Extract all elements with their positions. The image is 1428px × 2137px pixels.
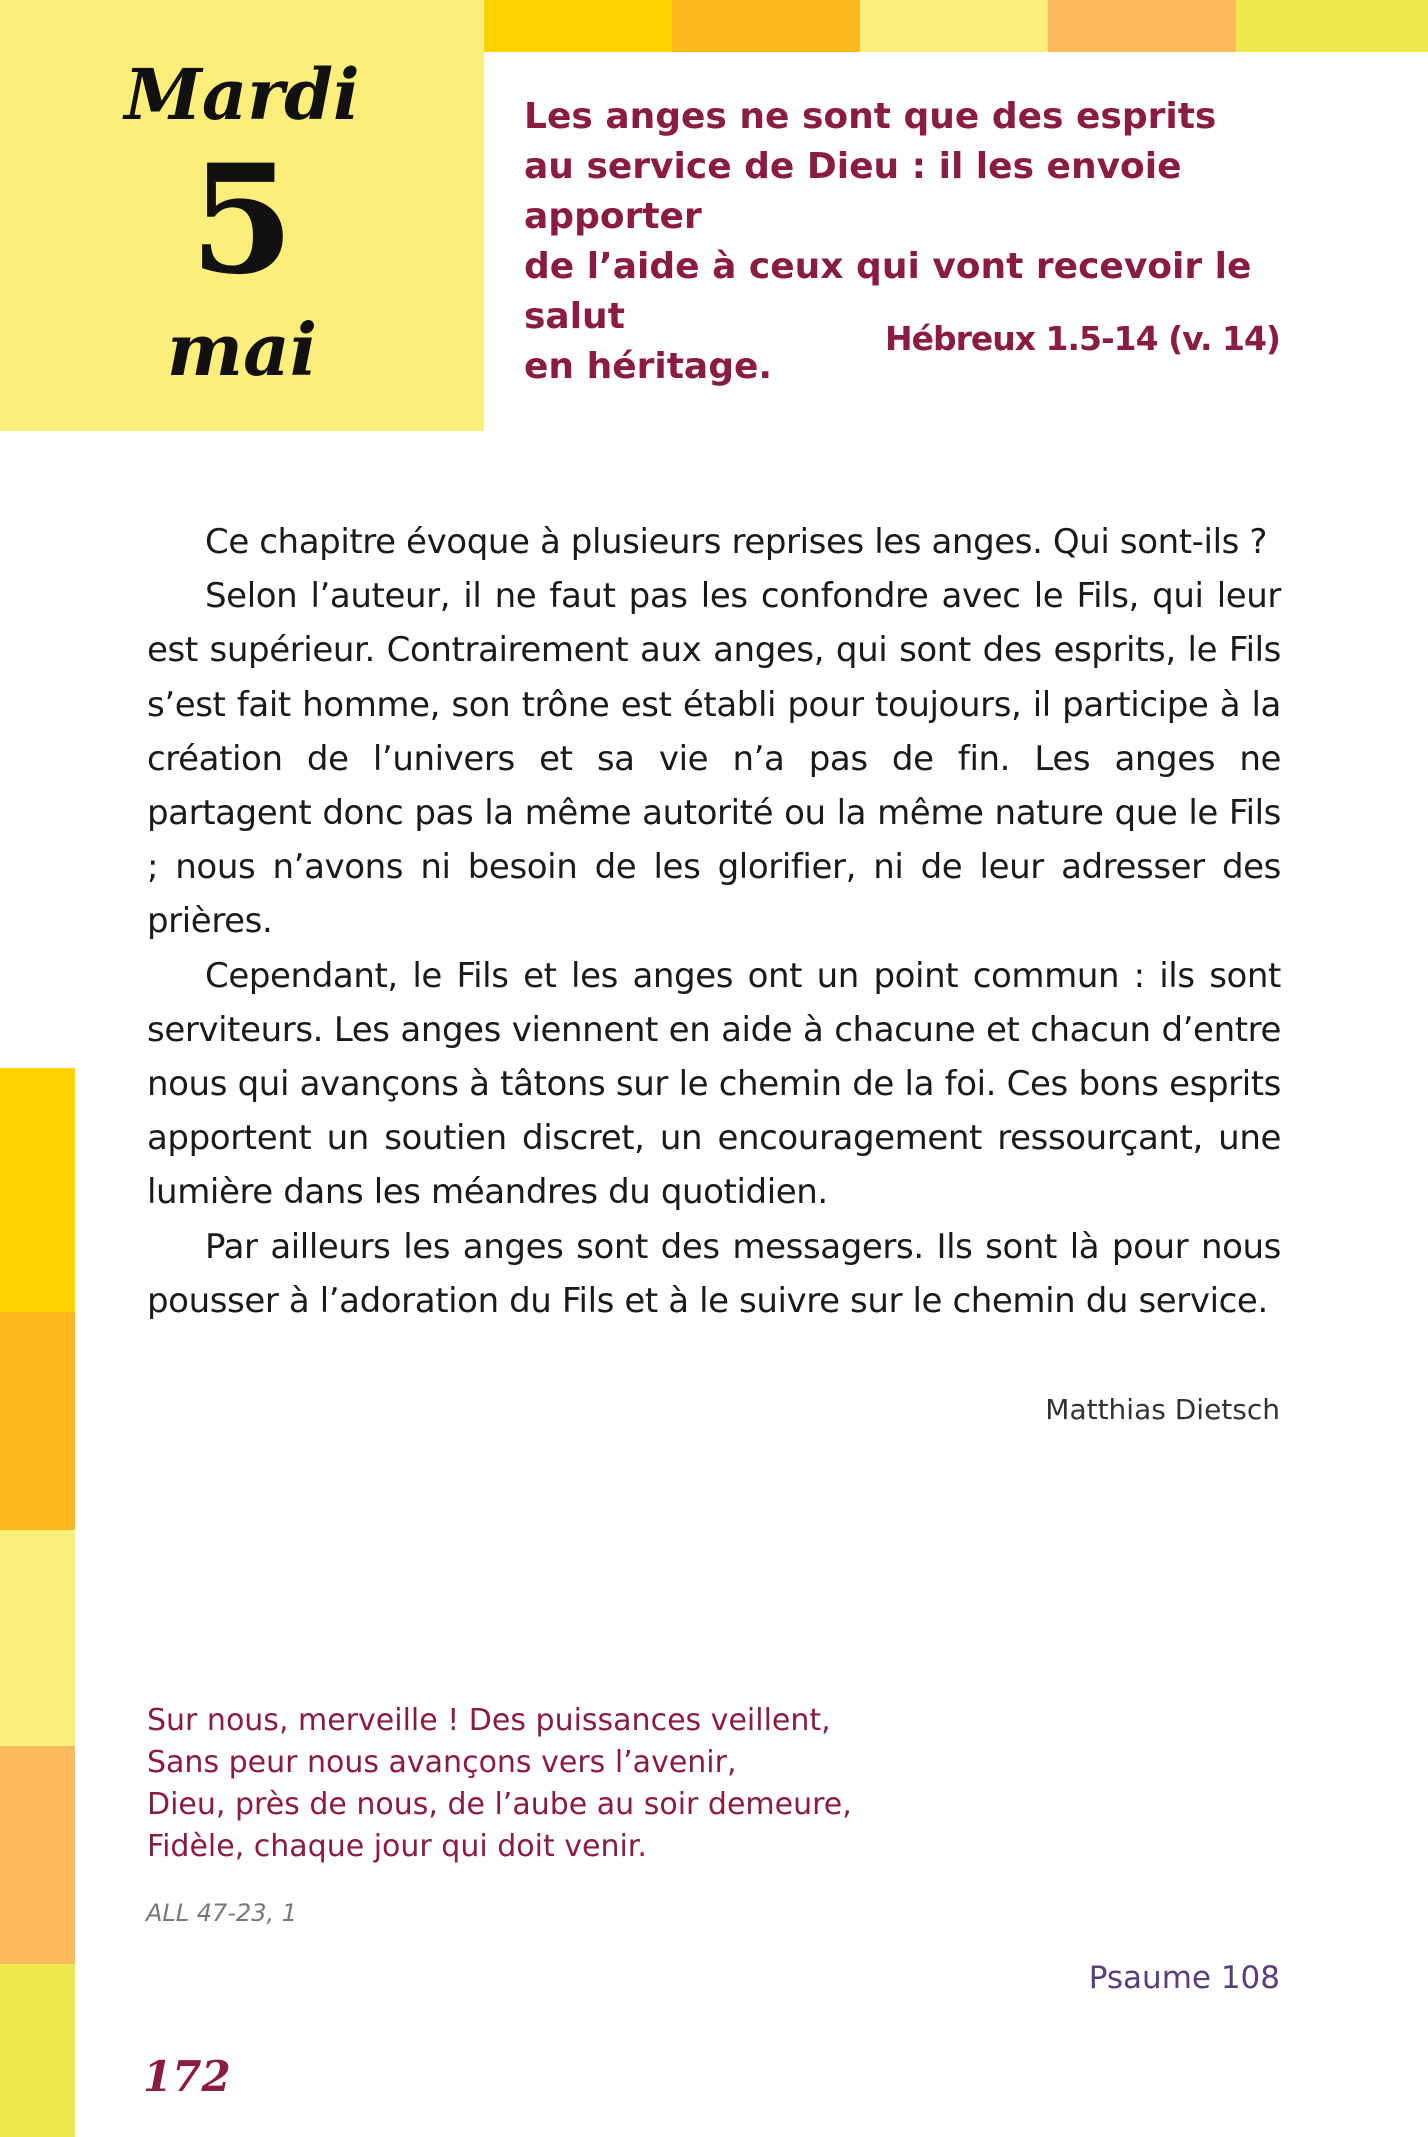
verse-line: en héritage.	[524, 346, 773, 387]
top-strip-orange	[672, 0, 860, 52]
top-strip-peach	[1048, 0, 1236, 52]
hymn-line: Sans peur nous avançons vers l’avenir,	[147, 1745, 737, 1780]
psalm-reference: Psaume 108	[1088, 1960, 1280, 1996]
left-strip-pale-yellow	[0, 1530, 75, 1746]
hymn-line: Sur nous, merveille ! Des puissances veillent,	[147, 1703, 831, 1738]
verse-line: au service de Dieu : il les envoie apporter	[524, 146, 1182, 237]
verse-line: Les anges ne sont que des esprits	[524, 96, 1217, 137]
left-strip-lime	[0, 1964, 75, 2137]
hymn-line: Fidèle, chaque jour qui doit venir.	[147, 1829, 647, 1864]
body-paragraph: Selon l’auteur, il ne faut pas les confondre avec le Fils, qui leur est supérieur. Contrairement aux anges, qui sont des esprits, le Fils s’est fait homme, son trône est établi pour toujours, il participe à la création de l’univers et sa vie n’a pas de fin. Les anges ne partagent donc pas la même autorité ou la même nature que le Fils ; nous n’avons ni besoin de les glorifier, ni de leur adresser des prières.	[147, 576, 1281, 942]
top-strip-pale-yellow	[860, 0, 1048, 52]
top-strip-yellow	[484, 0, 672, 52]
date-day: Mardi	[124, 53, 360, 136]
left-strip-yellow	[0, 1068, 75, 1312]
body-paragraph: Ce chapitre évoque à plusieurs reprises les anges. Qui sont-ils ?	[205, 522, 1268, 562]
author-name: Matthias Dietsch	[1045, 1393, 1280, 1426]
hymn-reference: ALL 47-23, 1	[146, 1899, 298, 1927]
hymn-stanza	[147, 1700, 947, 1868]
date-month: mai	[166, 307, 318, 392]
left-strip-peach	[0, 1746, 75, 1964]
left-strip-orange	[0, 1312, 75, 1530]
hymn-line: Dieu, près de nous, de l’aube au soir demeure,	[147, 1787, 852, 1822]
meditation-body	[147, 515, 1281, 1328]
body-paragraph: Cependant, le Fils et les anges ont un point commun : ils sont serviteurs. Les anges viennent en aide à chacune et chacun d’entre nous qui avançons à tâtons sur le chemin de la foi. Ces bons esprits apportent un soutien discret, un encouragement ressourçant, une lumière dans les méandres du quotidien.	[147, 955, 1281, 1213]
top-strip-lime	[1236, 0, 1428, 52]
page-number: 172	[143, 2052, 231, 2101]
date-block	[0, 0, 484, 431]
verse-reference: Hébreux 1.5-14 (v. 14)	[884, 319, 1280, 358]
verse-line: de l’aide à ceux qui vont recevoir le salut	[524, 246, 1252, 337]
body-paragraph: Par ailleurs les anges sont des messagers. Ils sont là pour nous pousser à l’adoration du Fils et à le suivre sur le chemin du service.	[147, 1226, 1281, 1321]
date-number: 5	[189, 132, 295, 308]
